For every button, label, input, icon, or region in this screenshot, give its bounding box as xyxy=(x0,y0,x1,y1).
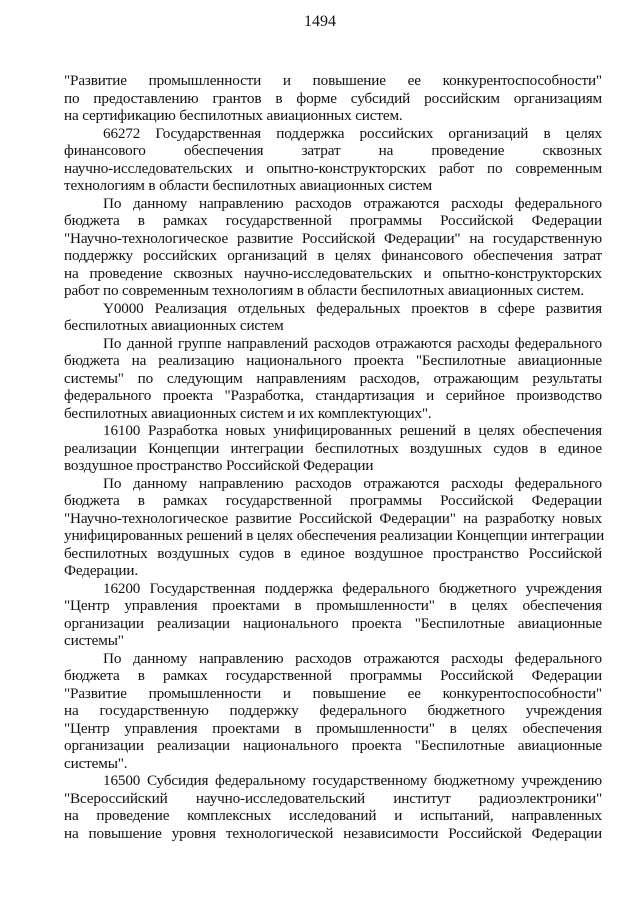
text-line: Федерации. xyxy=(64,562,139,579)
text-line: 66272 Государственная поддержка российских организаций в целях xyxy=(103,124,602,142)
text-line: научно-исследовательских и опытно-конструкторских работ по современным xyxy=(64,159,602,177)
text-line: "Развитие промышленности и повышение ее конкурентоспособности" xyxy=(64,72,602,89)
text-line: на повышение уровня технологической независимости Российской Федерации xyxy=(64,824,602,842)
text-line: системы". xyxy=(64,754,128,772)
text-line: "Всероссийский научно-исследовательский институт радиоэлектроники" xyxy=(64,789,602,807)
text-line: 16200 Государственная поддержка федерального бюджетного учреждения xyxy=(103,579,602,597)
text-line: "Центр управления проектами в промышленности" в целях обеспечения xyxy=(64,597,602,614)
text-line: "Научно-технологическое развитие Российской Федерации" на государственную xyxy=(64,229,602,247)
text-line: поддержку российских организаций в целях финансового обеспечения затрат xyxy=(64,247,602,264)
text-line: на государственную поддержку федерального бюджетного учреждения xyxy=(64,702,602,719)
text-line: бюджета в рамках государственной программы Российской Федерации xyxy=(64,492,602,509)
text-line: По данному направлению расходов отражаются расходы федерального xyxy=(103,474,602,492)
text-line: реализации Концепции интеграции беспилотных воздушных судов в единое xyxy=(64,439,602,457)
text-line: технологиям в области беспилотных авиационных систем xyxy=(64,177,433,194)
text-line: финансового обеспечения затрат на проведение сквозных xyxy=(64,142,602,159)
text-line: бюджета на реализацию национального проекта "Беспилотные авиационные xyxy=(64,352,602,369)
text-line: системы" xyxy=(64,632,124,649)
text-line: беспилотных авиационных систем xyxy=(64,317,284,334)
text-line: по предоставлению грантов в форме субсидий российским организациям xyxy=(64,89,602,107)
text-line: 16100 Разработка новых унифицированных решений в целях обеспечения xyxy=(103,422,602,439)
text-line: организации реализации национального проекта "Беспилотные авиационные xyxy=(64,737,602,754)
text-line: По данному направлению расходов отражаются расходы федерального xyxy=(103,649,602,667)
text-line: на сертификацию беспилотных авиационных систем. xyxy=(64,107,403,124)
text-line: По данному направлению расходов отражаются расходы федерального xyxy=(103,194,602,212)
text-line: По данной группе направлений расходов отражаются расходы федерального xyxy=(103,334,602,352)
text-line: "Научно-технологическое развитие Российской Федерации" на разработку новых xyxy=(64,509,602,527)
document-body xyxy=(64,72,605,842)
text-line: бюджета в рамках государственной программы Российской Федерации xyxy=(64,212,602,229)
text-line: беспилотных воздушных судов в единое воздушное пространство Российской xyxy=(64,544,602,562)
text-line: 16500 Субсидия федеральному государственному бюджетному учреждению xyxy=(103,772,602,789)
text-line: системы" по следующим направлениям расходов, отражающим результаты xyxy=(64,369,602,387)
text-line: "Развитие промышленности и повышение ее конкурентоспособности" xyxy=(64,684,602,702)
text-line: унифицированных решений в целях обеспечения реализации Концепции интеграции xyxy=(64,527,605,544)
text-line: работ по современным технологиям в области беспилотных авиационных систем. xyxy=(64,282,584,299)
text-line: федерального проекта "Разработка, стандартизация и серийное производство xyxy=(64,387,602,404)
text-line: бюджета в рамках государственной программы Российской Федерации xyxy=(64,667,602,684)
text-line: воздушное пространство Российской Федерации xyxy=(64,457,374,474)
text-line: на проведение сквозных научно-исследовательских и опытно-конструкторских xyxy=(64,264,602,282)
text-line: "Центр управления проектами в промышленности" в целях обеспечения xyxy=(64,719,602,737)
text-line: Y0000 Реализация отдельных федеральных проектов в сфере развития xyxy=(103,299,602,317)
text-line: беспилотных авиационных систем и их комплектующих". xyxy=(64,404,432,422)
page-number: 1494 xyxy=(304,13,336,30)
text-line: организации реализации национального проекта "Беспилотные авиационные xyxy=(64,614,602,632)
text-line: на проведение комплексных исследований и испытаний, направленных xyxy=(64,807,602,824)
